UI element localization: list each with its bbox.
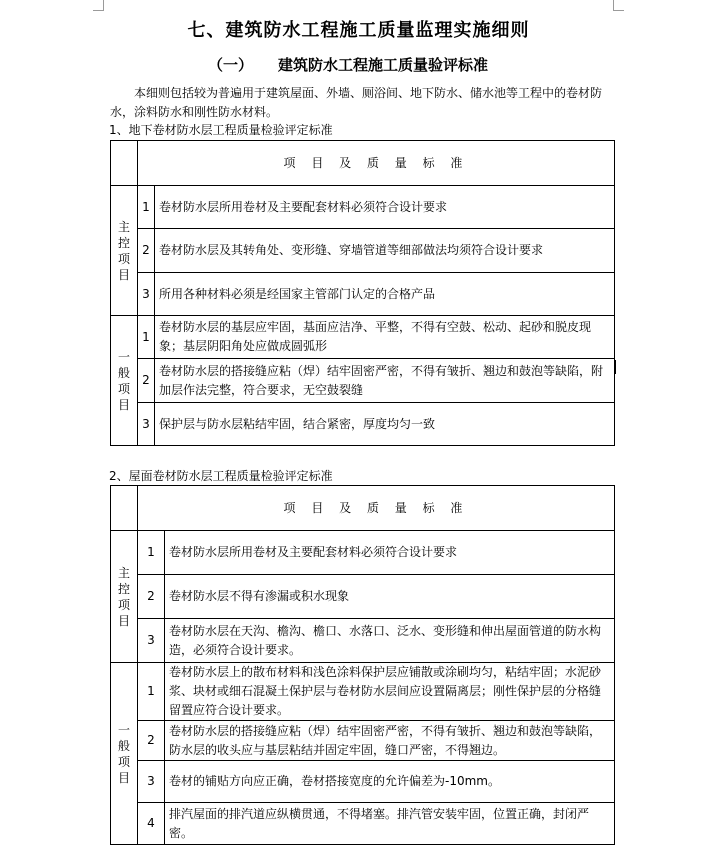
row-number: 1 <box>138 531 165 575</box>
table-2-caption: 2、屋面卷材防水层工程质量检验评定标准 <box>109 469 333 483</box>
group-label-main: 主 控 项 目 <box>111 186 138 316</box>
row-number: 1 <box>138 316 155 359</box>
table-row <box>111 663 615 721</box>
row-text: 保护层与防水层粘结牢固，结合紧密，厚度均匀一致 <box>155 403 615 446</box>
row-number: 2 <box>138 721 165 761</box>
row-text: 卷材防水层及其转角处、变形缝、穿墙管道等细部做法均须符合设计要求 <box>155 229 615 273</box>
row-number: 2 <box>138 229 155 273</box>
row-number: 1 <box>138 186 155 229</box>
section-number: （一） <box>208 56 254 74</box>
table-row <box>111 803 615 845</box>
page-title: 七、建筑防水工程施工质量监理实施细则 <box>187 20 530 41</box>
intro-text: 本细则包括较为普遍用于建筑屋面、外墙、厕浴间、地下防水、储水池等工程中的卷材防水，涂料防水和刚性防水材料。 <box>110 86 603 119</box>
row-text: 卷材防水层的搭接缝应粘（焊）结牢固密严密，不得有皱折、翘边和鼓泡等缺陷，附加层作法完整，符合要求，无空鼓裂缝 <box>155 359 615 403</box>
row-number: 2 <box>138 359 155 403</box>
table-header-row <box>111 141 615 186</box>
table-row <box>111 531 615 575</box>
row-text: 卷材防水层的基层应牢固，基面应洁净、平整，不得有空鼓、松动、起砂和脱皮现象；基层阴阳角处应做成圆弧形 <box>155 316 615 359</box>
text-cursor <box>614 360 616 374</box>
row-number: 2 <box>138 575 165 619</box>
row-text: 卷材防水层所用卷材及主要配套材料必须符合设计要求 <box>155 186 615 229</box>
intro-paragraph <box>110 84 618 122</box>
section-subtitle <box>208 54 488 75</box>
table-corner-cell <box>111 486 138 531</box>
table-row <box>111 619 615 663</box>
table-1-caption: 1、地下卷材防水层工程质量检验评定标准 <box>109 123 333 137</box>
table-row <box>111 761 615 803</box>
row-text: 卷材防水层在天沟、檐沟、檐口、水落口、泛水、变形缝和伸出屋面管道的防水构造，必须符合设计要求。 <box>165 619 615 663</box>
crop-mark-left <box>93 0 104 11</box>
table-corner-cell <box>111 141 138 186</box>
table-row <box>111 273 615 316</box>
row-text: 排汽屋面的排汽道应纵横贯通，不得堵塞。排汽管安装牢固，位置正确，封闭严密。 <box>165 803 615 845</box>
row-number: 4 <box>138 803 165 845</box>
row-number: 1 <box>138 663 165 721</box>
table-header: 项 目 及 质 量 标 准 <box>138 141 615 186</box>
table-header-row <box>111 486 615 531</box>
crop-mark-right <box>613 0 624 11</box>
group-label-general: 一 般 项 目 <box>111 663 138 845</box>
table-row <box>111 721 615 761</box>
row-text: 所用各种材料必须是经国家主管部门认定的合格产品 <box>155 273 615 316</box>
row-number: 3 <box>138 403 155 446</box>
group-label-general: 一 般 项 目 <box>111 316 138 446</box>
table-1 <box>110 140 615 446</box>
table-row <box>111 359 615 403</box>
table-row <box>111 229 615 273</box>
table-row <box>111 575 615 619</box>
row-text: 卷材防水层不得有渗漏或积水现象 <box>165 575 615 619</box>
row-number: 3 <box>138 619 165 663</box>
table-header: 项 目 及 质 量 标 准 <box>138 486 615 531</box>
section-title: 建筑防水工程施工质量验评标准 <box>278 56 489 74</box>
table-row <box>111 403 615 446</box>
row-text: 卷材防水层的搭接缝应粘（焊）结牢固密严密，不得有皱折、翘边和鼓泡等缺陷，防水层的收头应与基层粘结并固定牢固，缝口严密，不得翘边。 <box>165 721 615 761</box>
table-row <box>111 316 615 359</box>
group-label-main: 主 控 项 目 <box>111 531 138 663</box>
table-row <box>111 186 615 229</box>
row-number: 3 <box>138 761 165 803</box>
table-2 <box>110 485 615 845</box>
row-number: 3 <box>138 273 155 316</box>
row-text: 卷材的铺贴方向应正确，卷材搭接宽度的允许偏差为-10mm。 <box>165 761 615 803</box>
row-text: 卷材防水层上的散布材料和浅色涂料保护层应铺散或涂刷均匀，粘结牢固；水泥砂浆、块材或细石混凝土保护层与卷材防水层间应设置隔离层；刚性保护层的分格缝留置应符合设计要求。 <box>165 663 615 721</box>
row-text: 卷材防水层所用卷材及主要配套材料必须符合设计要求 <box>165 531 615 575</box>
